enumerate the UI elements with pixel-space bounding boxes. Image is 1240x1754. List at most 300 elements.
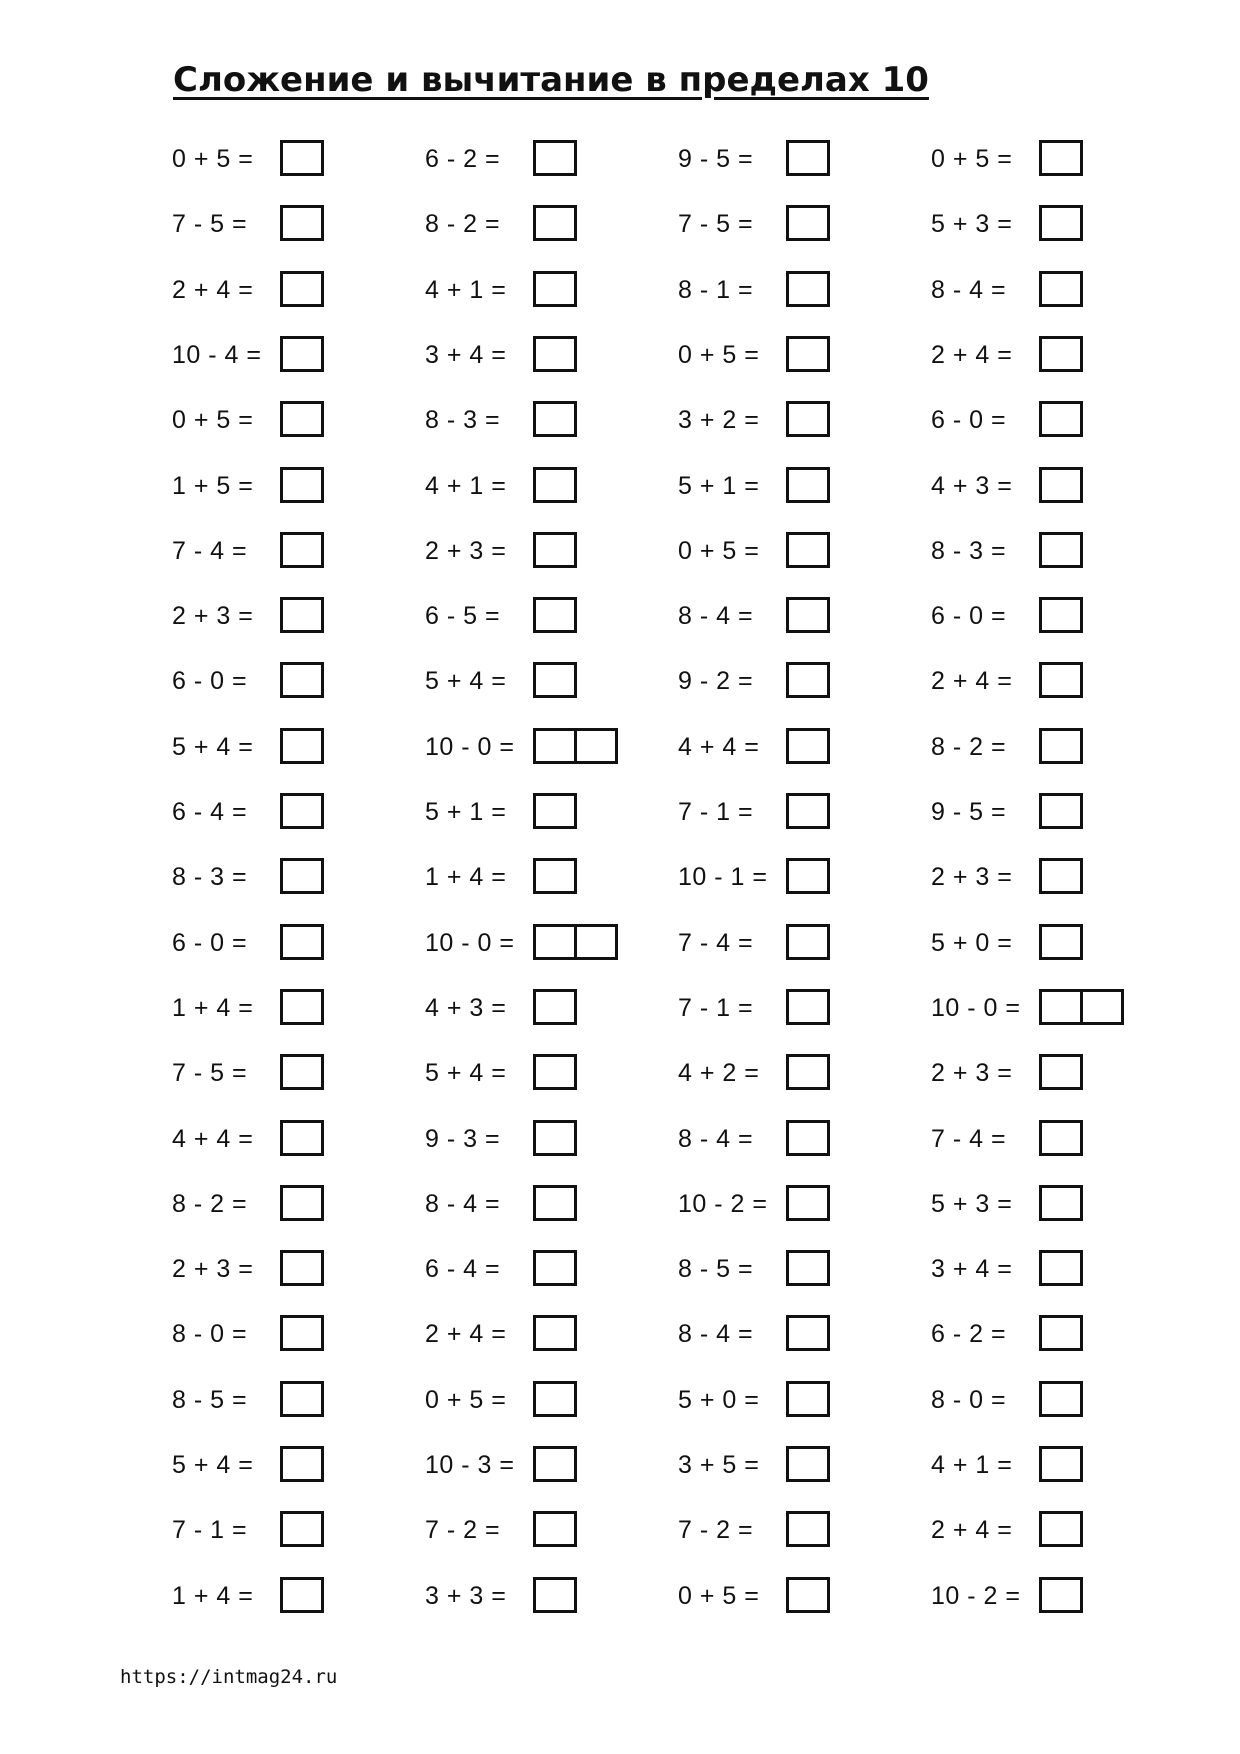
answer-box[interactable]	[786, 1577, 830, 1610]
answer-box[interactable]	[1039, 1577, 1083, 1610]
problem-expression: 8 - 3 =	[172, 863, 248, 892]
problem-expression: 8 - 3 =	[931, 536, 1007, 565]
problem-item	[172, 924, 426, 964]
problem-expression: 7 - 4 =	[172, 536, 248, 565]
answer-cell[interactable]	[786, 1250, 830, 1286]
problem-expression: 7 - 5 =	[172, 1059, 248, 1088]
answer-box[interactable]	[533, 924, 618, 957]
answer-cell[interactable]	[533, 205, 577, 241]
problem-item	[425, 989, 679, 1029]
answer-cell[interactable]	[280, 793, 324, 829]
answer-cell[interactable]	[280, 924, 324, 960]
answer-cell[interactable]	[533, 532, 577, 568]
answer-box[interactable]	[280, 858, 324, 891]
answer-box[interactable]	[1039, 662, 1083, 695]
answer-box[interactable]	[533, 793, 577, 826]
answer-box[interactable]	[786, 532, 830, 565]
answer-cell[interactable]	[280, 1381, 324, 1417]
answer-box[interactable]	[786, 205, 830, 238]
problem-expression: 3 + 2 =	[678, 406, 760, 435]
problem-expression: 4 + 4 =	[678, 732, 760, 761]
problem-item	[172, 989, 426, 1029]
answer-cell[interactable]	[280, 336, 324, 372]
problem-item	[931, 1446, 1185, 1486]
answer-box[interactable]	[533, 532, 577, 565]
answer-cell[interactable]	[533, 924, 577, 960]
answer-cell[interactable]	[533, 1054, 577, 1090]
answer-box[interactable]	[533, 858, 577, 891]
answer-box[interactable]	[280, 989, 324, 1022]
problem-expression: 7 - 4 =	[931, 1124, 1007, 1153]
problem-expression: 5 + 0 =	[931, 928, 1013, 957]
answer-cell[interactable]	[1039, 1446, 1083, 1482]
answer-box[interactable]	[280, 1054, 324, 1087]
problem-item	[678, 467, 932, 507]
answer-box[interactable]	[533, 1315, 577, 1348]
problem-item	[931, 467, 1185, 507]
answer-cell[interactable]	[786, 989, 830, 1025]
answer-cell[interactable]	[280, 989, 324, 1025]
problem-expression: 8 - 4 =	[678, 1320, 754, 1349]
answer-cell[interactable]	[786, 1577, 830, 1613]
answer-cell[interactable]	[786, 336, 830, 372]
problem-item	[931, 1381, 1185, 1421]
problem-item	[678, 1381, 932, 1421]
answer-box[interactable]	[280, 662, 324, 695]
answer-cell[interactable]	[280, 401, 324, 437]
answer-box[interactable]	[533, 140, 577, 173]
problem-item	[931, 1054, 1185, 1094]
answer-cell[interactable]	[786, 1054, 830, 1090]
answer-cell[interactable]	[786, 1381, 830, 1417]
problem-expression: 8 - 2 =	[425, 210, 501, 239]
answer-cell[interactable]	[1039, 728, 1083, 764]
answer-cell[interactable]	[1039, 1185, 1083, 1221]
answer-cell[interactable]	[533, 1577, 577, 1613]
answer-box[interactable]	[786, 1054, 830, 1087]
answer-cell[interactable]	[280, 1511, 324, 1547]
problem-expression: 4 + 3 =	[425, 993, 507, 1022]
answer-cell[interactable]	[280, 467, 324, 503]
answer-box[interactable]	[1039, 401, 1083, 434]
problem-item	[425, 1511, 679, 1551]
answer-cell[interactable]	[533, 1120, 577, 1156]
problem-expression: 5 + 4 =	[425, 1059, 507, 1088]
answer-cell[interactable]	[1039, 793, 1083, 829]
answer-cell[interactable]	[1039, 924, 1083, 960]
answer-cell[interactable]	[280, 662, 324, 698]
problem-item	[931, 271, 1185, 311]
answer-box[interactable]	[786, 1446, 830, 1479]
problem-expression: 2 + 3 =	[172, 1255, 254, 1284]
answer-cell[interactable]	[786, 1120, 830, 1156]
answer-box[interactable]	[280, 140, 324, 173]
answer-cell[interactable]	[786, 532, 830, 568]
answer-cell[interactable]	[786, 205, 830, 241]
answer-box[interactable]	[1039, 271, 1083, 304]
problem-expression: 8 - 1 =	[678, 275, 754, 304]
answer-box[interactable]	[786, 1250, 830, 1283]
answer-cell[interactable]	[280, 1446, 324, 1482]
answer-cell[interactable]	[280, 597, 324, 633]
answer-cell[interactable]	[280, 728, 324, 764]
problem-item	[931, 205, 1185, 245]
answer-cell[interactable]	[280, 1054, 324, 1090]
answer-box[interactable]	[786, 1381, 830, 1414]
answer-cell[interactable]	[1039, 140, 1083, 176]
answer-box[interactable]	[786, 1511, 830, 1544]
answer-box[interactable]	[786, 924, 830, 957]
answer-cell[interactable]	[786, 401, 830, 437]
problem-item	[172, 1381, 426, 1421]
problem-expression: 2 + 3 =	[931, 1059, 1013, 1088]
answer-cell[interactable]	[280, 858, 324, 894]
answer-box[interactable]	[533, 401, 577, 434]
problem-item	[172, 336, 426, 376]
answer-cell[interactable]	[1039, 467, 1083, 503]
answer-box[interactable]	[533, 1250, 577, 1283]
problem-item	[678, 140, 932, 180]
answer-cell[interactable]	[280, 1577, 324, 1613]
problem-expression: 10 - 0 =	[425, 928, 515, 957]
answer-cell[interactable]	[1039, 271, 1083, 307]
answer-box[interactable]	[786, 858, 830, 891]
problem-item	[678, 1185, 932, 1225]
answer-cell[interactable]	[1083, 989, 1124, 1025]
answer-cell[interactable]	[533, 1381, 577, 1417]
problem-expression: 6 - 5 =	[425, 602, 501, 631]
problem-item	[678, 728, 932, 768]
answer-cell[interactable]	[280, 205, 324, 241]
problem-expression: 7 - 5 =	[678, 210, 754, 239]
answer-cell[interactable]	[1039, 401, 1083, 437]
answer-box[interactable]	[533, 1511, 577, 1544]
answer-box[interactable]	[1039, 597, 1083, 630]
answer-cell[interactable]	[1039, 662, 1083, 698]
answer-box[interactable]	[786, 728, 830, 761]
problem-expression: 6 - 2 =	[931, 1320, 1007, 1349]
problem-expression: 5 + 4 =	[172, 1451, 254, 1479]
problem-expression: 0 + 5 =	[425, 1385, 507, 1414]
answer-cell[interactable]	[1039, 532, 1083, 568]
problem-expression: 5 + 0 =	[678, 1385, 760, 1414]
problem-item	[931, 401, 1185, 441]
problem-item	[678, 1250, 932, 1290]
problem-expression: 8 - 4 =	[931, 275, 1007, 304]
answer-box[interactable]	[1039, 1054, 1083, 1087]
problem-item	[678, 924, 932, 964]
problem-expression: 10 - 0 =	[425, 732, 515, 761]
problem-item	[172, 662, 426, 702]
problem-expression: 4 + 1 =	[425, 275, 507, 304]
answer-box[interactable]	[533, 1120, 577, 1153]
answer-box[interactable]	[1039, 728, 1083, 761]
answer-box[interactable]	[280, 1381, 324, 1414]
answer-cell[interactable]	[280, 532, 324, 568]
answer-box[interactable]	[533, 205, 577, 238]
answer-cell[interactable]	[533, 140, 577, 176]
problem-expression: 6 - 2 =	[425, 145, 501, 173]
answer-cell[interactable]	[786, 1185, 830, 1221]
answer-cell[interactable]	[533, 728, 577, 764]
answer-box[interactable]	[280, 1511, 324, 1544]
answer-cell[interactable]	[533, 858, 577, 894]
problem-expression: 9 - 2 =	[678, 667, 754, 696]
problem-expression: 0 + 5 =	[678, 536, 760, 565]
answer-box[interactable]	[1039, 1185, 1083, 1218]
problem-expression: 7 - 1 =	[678, 798, 754, 826]
problem-item	[172, 1577, 426, 1617]
problem-expression: 9 - 3 =	[425, 1124, 501, 1153]
answer-box[interactable]	[533, 597, 577, 630]
problem-expression: 8 - 0 =	[172, 1320, 248, 1349]
answer-cell[interactable]	[786, 140, 830, 176]
answer-box[interactable]	[786, 271, 830, 304]
problem-item	[425, 1120, 679, 1160]
answer-box[interactable]	[1039, 1381, 1083, 1414]
problem-expression: 4 + 4 =	[172, 1124, 254, 1153]
problem-item	[678, 1120, 932, 1160]
answer-box[interactable]	[1039, 1120, 1083, 1153]
answer-cell[interactable]	[786, 271, 830, 307]
answer-cell[interactable]	[1039, 1120, 1083, 1156]
answer-cell[interactable]	[533, 271, 577, 307]
answer-cell[interactable]	[1039, 989, 1083, 1025]
problem-expression: 2 + 4 =	[931, 1516, 1013, 1545]
answer-cell[interactable]	[786, 1446, 830, 1482]
problem-item	[172, 140, 426, 180]
answer-box[interactable]	[786, 662, 830, 695]
problem-item	[425, 271, 679, 311]
answer-box[interactable]	[533, 728, 618, 761]
answer-cell[interactable]	[786, 728, 830, 764]
answer-box[interactable]	[1039, 793, 1083, 826]
problem-expression: 9 - 5 =	[678, 145, 754, 173]
problem-item	[931, 1250, 1185, 1290]
answer-cell[interactable]	[533, 1511, 577, 1547]
answer-cell[interactable]	[533, 989, 577, 1025]
answer-box[interactable]	[280, 1315, 324, 1348]
answer-cell[interactable]	[533, 597, 577, 633]
problem-item	[425, 1250, 679, 1290]
answer-cell[interactable]	[533, 1185, 577, 1221]
answer-cell[interactable]	[280, 1315, 324, 1351]
answer-box[interactable]	[280, 1446, 324, 1479]
answer-cell[interactable]	[1039, 597, 1083, 633]
problem-item	[931, 662, 1185, 702]
problem-item	[678, 336, 932, 376]
answer-box[interactable]	[533, 1446, 577, 1479]
problem-item	[931, 140, 1185, 180]
answer-box[interactable]	[786, 467, 830, 500]
problem-expression: 5 + 3 =	[931, 1189, 1013, 1218]
answer-cell[interactable]	[533, 793, 577, 829]
problem-item	[425, 858, 679, 898]
answer-box[interactable]	[280, 271, 324, 304]
answer-cell[interactable]	[577, 728, 618, 764]
answer-cell[interactable]	[1039, 1250, 1083, 1286]
answer-cell[interactable]	[786, 1315, 830, 1351]
answer-box[interactable]	[280, 924, 324, 957]
answer-cell[interactable]	[280, 271, 324, 307]
answer-box[interactable]	[786, 140, 830, 173]
problem-item	[931, 532, 1185, 572]
answer-box[interactable]	[533, 1185, 577, 1218]
answer-box[interactable]	[280, 793, 324, 826]
answer-box[interactable]	[280, 336, 324, 369]
problem-expression: 0 + 5 =	[678, 340, 760, 369]
problem-item	[678, 989, 932, 1029]
answer-cell[interactable]	[533, 662, 577, 698]
problem-expression: 1 + 5 =	[172, 471, 254, 500]
answer-cell[interactable]	[533, 336, 577, 372]
answer-box[interactable]	[1039, 858, 1083, 891]
answer-cell[interactable]	[1039, 1315, 1083, 1351]
problem-expression: 0 + 5 =	[172, 406, 254, 435]
answer-box[interactable]	[1039, 205, 1083, 238]
answer-cell[interactable]	[1039, 336, 1083, 372]
answer-box[interactable]	[280, 597, 324, 630]
answer-box[interactable]	[533, 271, 577, 304]
answer-box[interactable]	[1039, 467, 1083, 500]
problem-item	[425, 205, 679, 245]
page-title: Сложение и вычитание в пределах 10	[173, 60, 929, 100]
answer-box[interactable]	[786, 1185, 830, 1218]
answer-box[interactable]	[1039, 989, 1124, 1022]
problem-expression: 8 - 5 =	[172, 1385, 248, 1414]
problem-item	[172, 205, 426, 245]
answer-box[interactable]	[280, 1250, 324, 1283]
problem-item	[678, 1315, 932, 1355]
problem-expression: 3 + 4 =	[425, 340, 507, 369]
answer-box[interactable]	[533, 336, 577, 369]
problem-item	[678, 793, 932, 833]
answer-cell[interactable]	[280, 1120, 324, 1156]
problem-item	[172, 597, 426, 637]
problem-item	[172, 532, 426, 572]
answer-cell[interactable]	[1039, 1511, 1083, 1547]
answer-box[interactable]	[1039, 336, 1083, 369]
answer-cell[interactable]	[280, 1185, 324, 1221]
problem-expression: 2 + 3 =	[172, 602, 254, 631]
problem-item	[425, 401, 679, 441]
answer-cell[interactable]	[786, 1511, 830, 1547]
answer-box[interactable]	[533, 1577, 577, 1610]
problem-item	[931, 793, 1185, 833]
problem-item	[931, 336, 1185, 376]
answer-box[interactable]	[280, 467, 324, 500]
problem-item	[931, 858, 1185, 898]
answer-cell[interactable]	[533, 401, 577, 437]
problem-expression: 10 - 4 =	[172, 340, 262, 369]
answer-box[interactable]	[280, 1185, 324, 1218]
answer-cell[interactable]	[786, 924, 830, 960]
problem-expression: 4 + 1 =	[425, 471, 507, 500]
problem-item	[172, 1185, 426, 1225]
problem-expression: 2 + 4 =	[425, 1320, 507, 1349]
problem-expression: 7 - 1 =	[172, 1516, 248, 1545]
answer-box[interactable]	[1039, 140, 1083, 173]
problem-item	[425, 728, 679, 768]
problem-item	[678, 401, 932, 441]
answer-box[interactable]	[1039, 1446, 1083, 1479]
answer-cell[interactable]	[1039, 858, 1083, 894]
problem-expression: 6 - 0 =	[931, 406, 1007, 435]
answer-cell[interactable]	[533, 1315, 577, 1351]
answer-box[interactable]	[280, 1120, 324, 1153]
problem-expression: 7 - 1 =	[678, 993, 754, 1022]
answer-box[interactable]	[280, 401, 324, 434]
problem-item	[425, 1315, 679, 1355]
answer-cell[interactable]	[786, 597, 830, 633]
answer-box[interactable]	[533, 662, 577, 695]
answer-cell[interactable]	[786, 858, 830, 894]
problem-item	[678, 662, 932, 702]
problem-item	[172, 271, 426, 311]
answer-box[interactable]	[786, 989, 830, 1022]
answer-box[interactable]	[533, 1381, 577, 1414]
problem-expression: 5 + 3 =	[931, 210, 1013, 239]
answer-box[interactable]	[280, 205, 324, 238]
answer-box[interactable]	[786, 597, 830, 630]
answer-box[interactable]	[280, 532, 324, 565]
answer-cell[interactable]	[280, 140, 324, 176]
answer-box[interactable]	[1039, 532, 1083, 565]
answer-box[interactable]	[786, 793, 830, 826]
problem-expression: 3 + 5 =	[678, 1451, 760, 1479]
problem-expression: 7 - 5 =	[172, 210, 248, 239]
answer-box[interactable]	[280, 1577, 324, 1610]
answer-cell[interactable]	[577, 924, 618, 960]
answer-cell[interactable]	[1039, 1577, 1083, 1613]
answer-box[interactable]	[533, 467, 577, 500]
answer-box[interactable]	[1039, 1315, 1083, 1348]
problem-expression: 10 - 0 =	[931, 993, 1021, 1022]
answer-cell[interactable]	[1039, 1054, 1083, 1090]
answer-cell[interactable]	[533, 1250, 577, 1286]
answer-cell[interactable]	[1039, 205, 1083, 241]
answer-box[interactable]	[786, 336, 830, 369]
problem-expression: 5 + 4 =	[425, 667, 507, 696]
problem-item	[931, 924, 1185, 964]
problem-item	[425, 793, 679, 833]
answer-box[interactable]	[786, 401, 830, 434]
answer-box[interactable]	[1039, 1511, 1083, 1544]
problem-item	[425, 1054, 679, 1094]
answer-cell[interactable]	[786, 467, 830, 503]
answer-cell[interactable]	[533, 467, 577, 503]
answer-cell[interactable]	[786, 793, 830, 829]
problem-item	[931, 1315, 1185, 1355]
answer-cell[interactable]	[280, 1250, 324, 1286]
problem-item	[931, 597, 1185, 637]
problem-item	[678, 1446, 932, 1486]
problem-item	[425, 467, 679, 507]
source-url: https://intmag24.ru	[120, 1666, 338, 1688]
answer-box[interactable]	[786, 1315, 830, 1348]
answer-box[interactable]	[786, 1120, 830, 1153]
answer-box[interactable]	[280, 728, 324, 761]
answer-cell[interactable]	[1039, 1381, 1083, 1417]
answer-box[interactable]	[1039, 924, 1083, 957]
answer-box[interactable]	[1039, 1250, 1083, 1283]
answer-box[interactable]	[533, 1054, 577, 1087]
answer-cell[interactable]	[786, 662, 830, 698]
problem-expression: 6 - 4 =	[425, 1255, 501, 1284]
problem-item	[425, 597, 679, 637]
answer-box[interactable]	[533, 989, 577, 1022]
answer-cell[interactable]	[533, 1446, 577, 1482]
